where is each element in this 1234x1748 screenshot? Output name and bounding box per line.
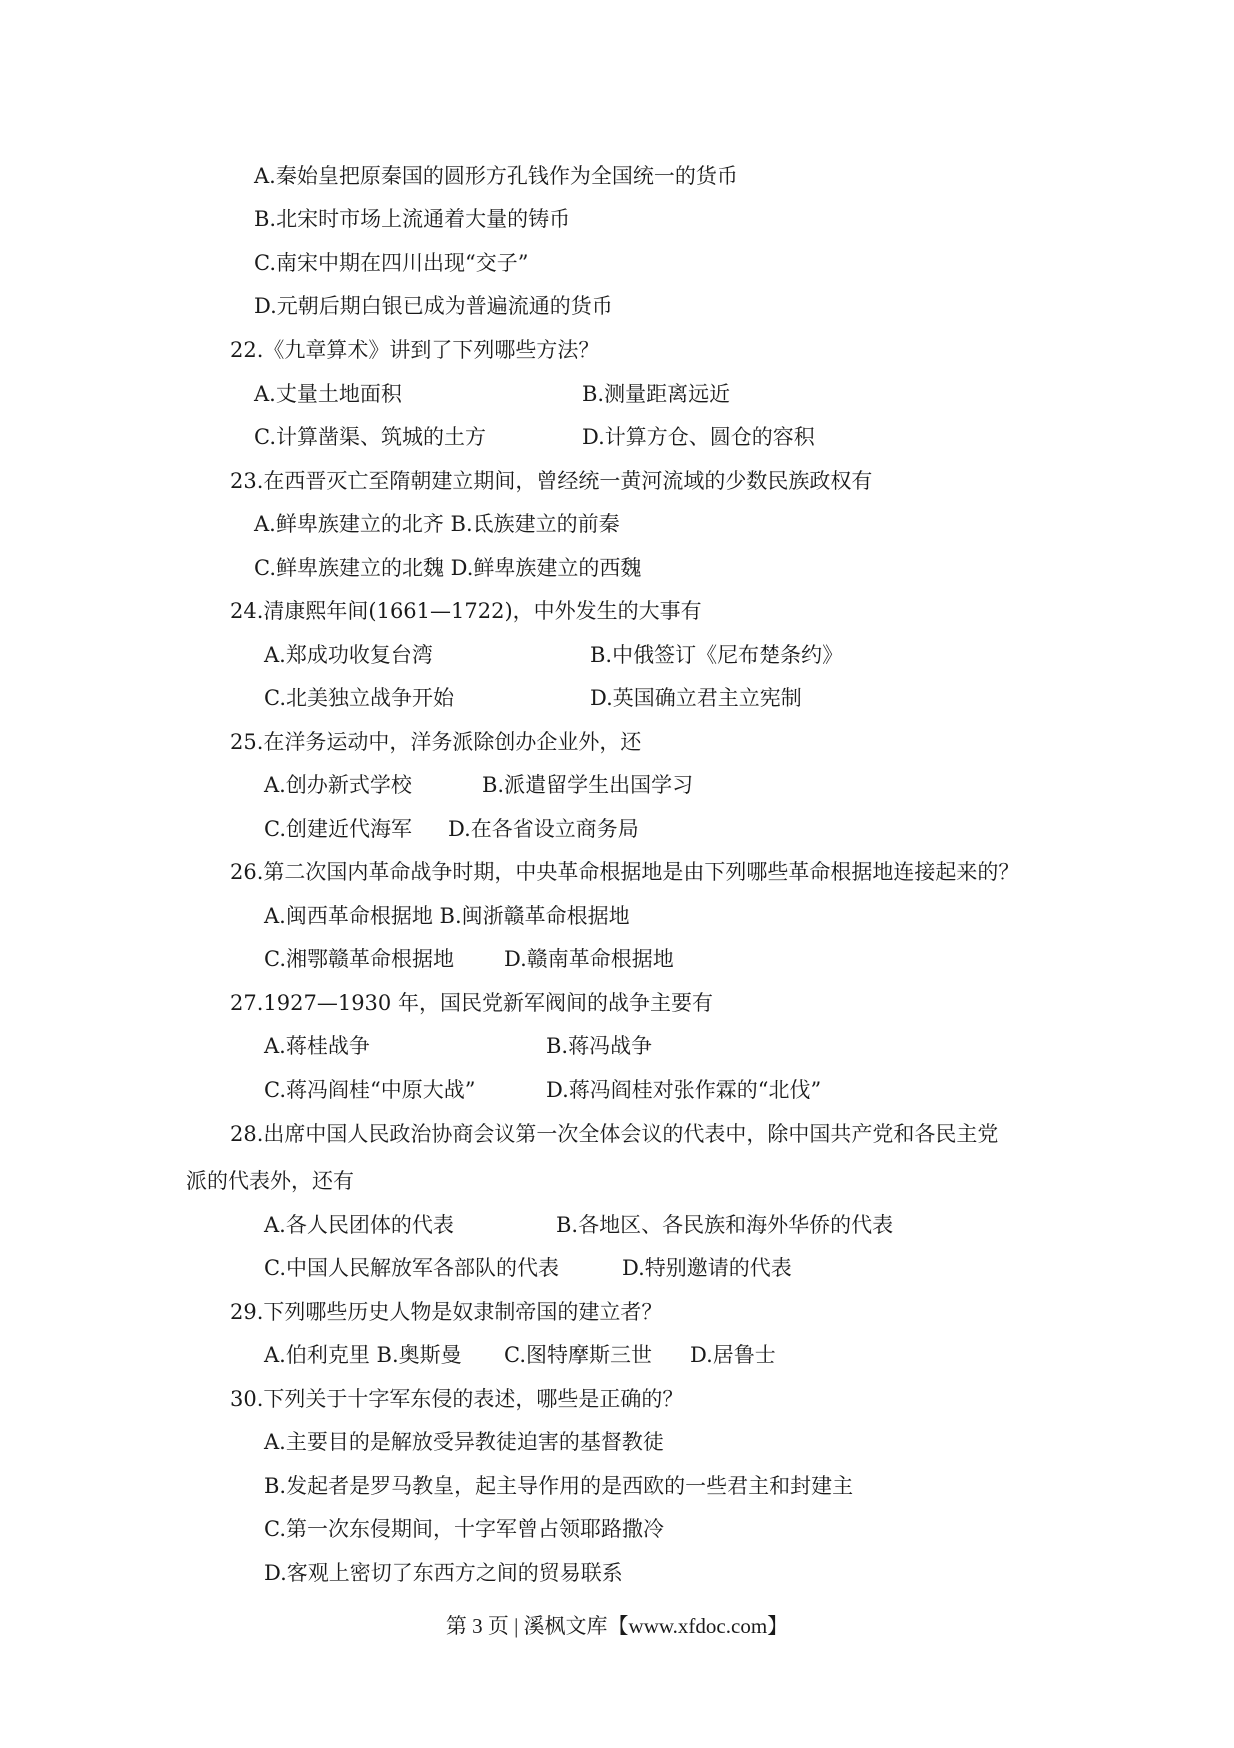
q25-option-b: B.派遣留学生出国学习	[482, 773, 694, 797]
q29-option-c: C.图特摩斯三世	[504, 1343, 652, 1367]
q24-option-d: D.英国确立君主立宪制	[590, 686, 802, 710]
q22-option-c: C.计算凿渠、筑城的土方	[254, 425, 486, 449]
q30-option-a: A.主要目的是解放受异教徒迫害的基督教徒	[264, 1430, 664, 1454]
q23-options-cd: C.鲜卑族建立的北魏 D.鲜卑族建立的西魏	[254, 556, 642, 580]
q23-options-ab: A.鲜卑族建立的北齐 B.氐族建立的前秦	[254, 512, 620, 536]
q24-stem: 24.清康熙年间(1661—1722)，中外发生的大事有	[230, 599, 702, 623]
q26-options-ab: A.闽西革命根据地 B.闽浙赣革命根据地	[264, 904, 630, 928]
q29-options-ab: A.伯利克里 B.奥斯曼	[264, 1343, 462, 1367]
q26-option-c: C.湘鄂赣革命根据地	[264, 947, 454, 971]
q28-stem-continued: 派的代表外，还有	[186, 1169, 354, 1193]
q27-option-b: B.蒋冯战争	[546, 1034, 653, 1058]
q22-option-a: A.丈量土地面积	[254, 382, 402, 406]
q26-option-d: D.赣南革命根据地	[504, 947, 674, 971]
q25-stem: 25.在洋务运动中，洋务派除创办企业外，还	[230, 730, 642, 754]
q30-option-b: B.发起者是罗马教皇，起主导作用的是西欧的一些君主和封建主	[264, 1474, 854, 1498]
q25-option-a: A.创办新式学校	[264, 773, 412, 797]
q27-option-d: D.蒋冯阎桂对张作霖的“北伐”	[546, 1078, 822, 1102]
q25-option-c: C.创建近代海军	[264, 817, 412, 841]
q30-option-d: D.客观上密切了东西方之间的贸易联系	[264, 1561, 623, 1585]
q24-option-b: B.中俄签订《尼布楚条约》	[590, 643, 844, 667]
q27-stem: 27.1927—1930 年，国民党新军阀间的战争主要有	[230, 991, 713, 1015]
q25-option-d: D.在各省设立商务局	[448, 817, 639, 841]
q30-stem: 30.下列关于十字军东侵的表述，哪些是正确的？	[230, 1387, 684, 1411]
q30-option-c: C.第一次东侵期间，十字军曾占领耶路撒冷	[264, 1517, 664, 1541]
q28-option-a: A.各人民团体的代表	[264, 1213, 454, 1237]
q29-stem: 29.下列哪些历史人物是奴隶制帝国的建立者？	[230, 1300, 663, 1324]
q21-option-d: D.元朝后期白银已成为普遍流通的货币	[254, 294, 613, 318]
q28-option-c: C.中国人民解放军各部队的代表	[264, 1256, 559, 1280]
page-footer: 第 3 页 | 溪枫文库【www.xfdoc.com】	[445, 1614, 789, 1638]
q22-stem: 22.《九章算术》讲到了下列哪些方法？	[230, 338, 600, 362]
q28-option-d: D.特别邀请的代表	[622, 1256, 792, 1280]
q21-option-c: C.南宋中期在四川出现“交子”	[254, 251, 529, 275]
q23-stem: 23.在西晋灭亡至隋朝建立期间，曾经统一黄河流域的少数民族政权有	[230, 469, 873, 493]
q29-option-d: D.居鲁士	[690, 1343, 776, 1367]
q28-option-b: B.各地区、各民族和海外华侨的代表	[556, 1213, 894, 1237]
q24-option-c: C.北美独立战争开始	[264, 686, 454, 710]
q26-stem: 26.第二次国内革命战争时期，中央革命根据地是由下列哪些革命根据地连接起来的？	[230, 860, 1020, 884]
q22-option-d: D.计算方仓、圆仓的容积	[582, 425, 815, 449]
q28-stem: 28.出席中国人民政治协商会议第一次全体会议的代表中，除中国共产党和各民主党	[230, 1122, 999, 1146]
q22-option-b: B.测量距离远近	[582, 382, 731, 406]
q27-option-c: C.蒋冯阎桂“中原大战”	[264, 1078, 476, 1102]
q27-option-a: A.蒋桂战争	[264, 1034, 370, 1058]
q21-option-a: A.秦始皇把原秦国的圆形方孔钱作为全国统一的货币	[254, 164, 738, 188]
q21-option-b: B.北宋时市场上流通着大量的铸币	[254, 207, 571, 231]
q24-option-a: A.郑成功收复台湾	[264, 643, 433, 667]
